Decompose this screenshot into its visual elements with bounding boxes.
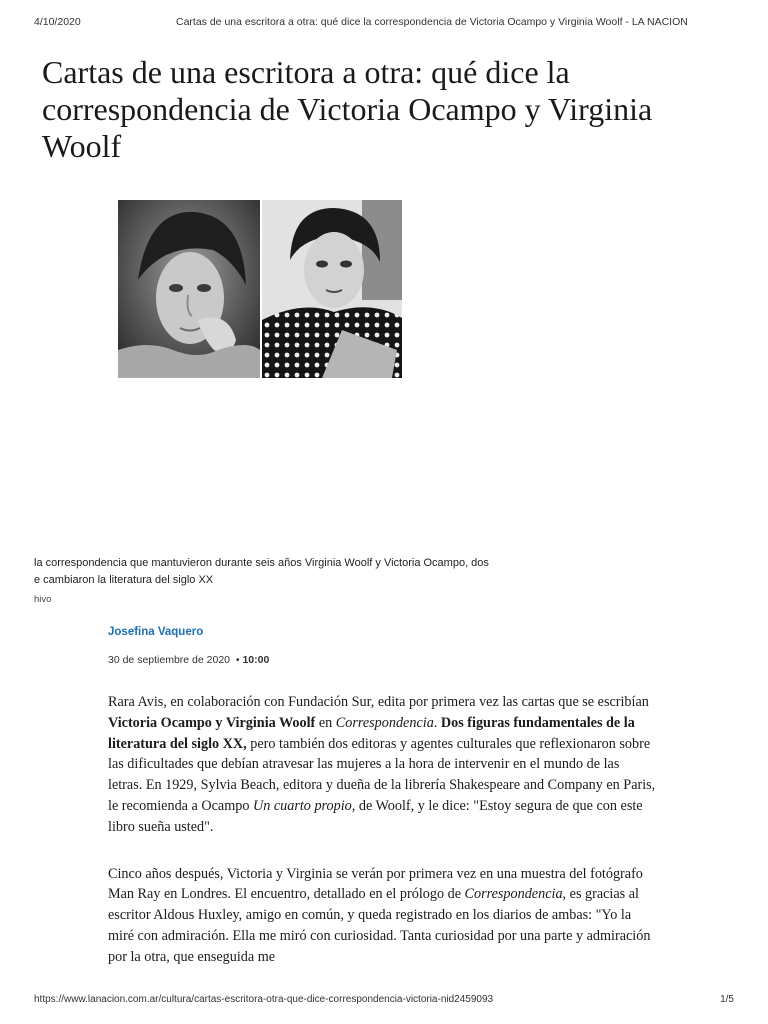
article-meta (108, 654, 269, 666)
p2-text-1: Cinco años después, Victoria y Virginia se verán por primera vez en una muestra del fotógrafo Man Ray en Londres. El encuentro, detallado en el prólogo de (108, 865, 643, 903)
print-date: 4/10/2020 (34, 16, 81, 28)
print-url: https://www.lanacion.com.ar/cultura/cartas-escritora-otra-que-dice-correspondencia-victoria-nid2459093 (34, 994, 494, 1005)
p1-bold-figures: Dos figuras fundamentales de la literatura del siglo XX, (108, 714, 635, 752)
photo-credit: hivo (34, 594, 52, 605)
author-link[interactable]: Josefina Vaquero (108, 626, 204, 638)
p1-text-3: . (433, 714, 441, 731)
p1-bold-names: Victoria Ocampo y Virginia Woolf (108, 714, 316, 731)
print-page-title: Cartas de una escritora a otra: qué dice la correspondencia de Victoria Ocampo y Virginia Woolf - LA NACION (176, 16, 688, 28)
print-footer (34, 994, 734, 1008)
p1-text-5: , de Woolf, y le dice: "Estoy segura de que con este libro sueña usted". (108, 797, 643, 835)
caption-text: la correspondencia que mantuvieron durante seis años Virginia Woolf y Victoria Ocampo, dos e cambiaron la literatura del siglo XX (34, 557, 489, 586)
photo-virginia-woolf (118, 200, 260, 378)
portrait-woolf-illustration (118, 200, 260, 378)
p1-text-2: en (315, 714, 336, 731)
p2-italic-title: Correspondencia (464, 886, 563, 903)
p1-italic-title: Correspondencia (335, 714, 434, 731)
article-headline: Cartas de una escritora a otra: qué dice la correspondencia de Victoria Ocampo y Virginia Woolf (42, 54, 653, 164)
meta-separator: • (232, 654, 240, 666)
article-photos (118, 200, 402, 378)
print-header (34, 16, 734, 30)
p2-text-2: , es gracias al escritor Aldous Huxley, amigo en común, y queda registrado en los diarios de ambas: "Yo la miré con admiración. Ella me miró con curiosidad. Tanta curiosidad por una parte y admiración por la otra, que enseguida me (108, 886, 651, 965)
publish-date: 30 de septiembre de 2020 (108, 654, 231, 666)
body-paragraph-1 (108, 692, 656, 838)
body-paragraph-2 (108, 864, 656, 968)
photo-victoria-ocampo (262, 200, 402, 378)
publish-time: 10:00 (242, 654, 270, 666)
article-body (108, 692, 656, 994)
portrait-ocampo-illustration (262, 200, 402, 378)
photo-caption (34, 555, 514, 589)
p1-italic-book: Un cuarto propio (252, 797, 352, 814)
p1-text-1: Rara Avis, en colaboración con Fundación Sur, edita por primera vez las cartas que se escribían (108, 694, 649, 710)
page-number: 1/5 (720, 994, 734, 1005)
p1-text-4: pero también dos editoras y agentes culturales que reflexionaron sobre las dificultades que debían atravesar las mujeres a la hora de intervenir en el mundo de las letras. En 1929, Sylvia Beach, editora y dueña de la librería Shakespeare and Company en Paris, le recomienda a Ocampo (108, 735, 656, 814)
